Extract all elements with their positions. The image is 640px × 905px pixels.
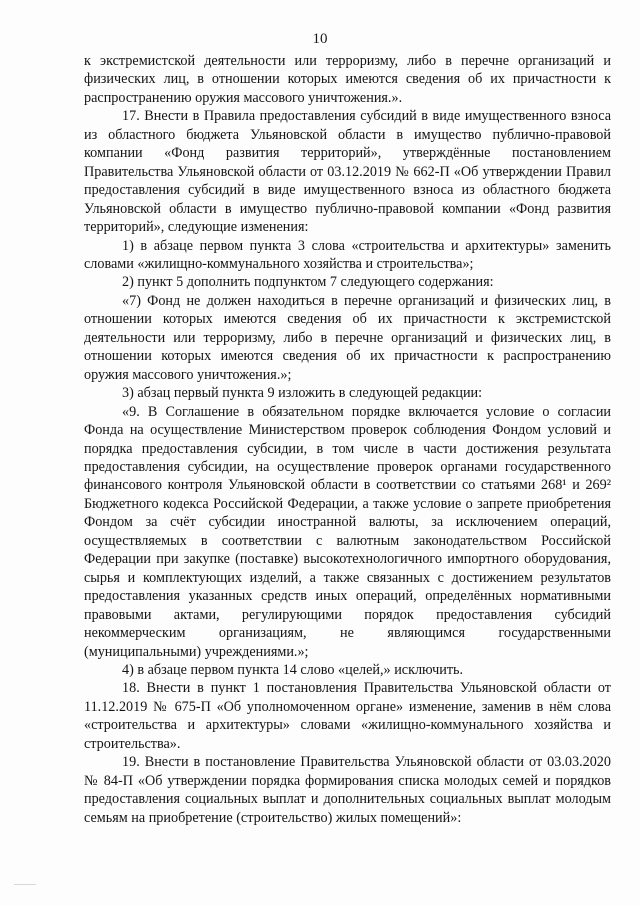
paragraph-item-18: 18. Внести в пункт 1 постановления Правительства Ульяновской области от 11.12.2019 № 675-П «Об уполномоченном органе» изменение, заменив в нём слова «строительства и архитектуры» словами «жилищно-коммунального хозяйства и строительства».: [84, 680, 611, 752]
paragraph-quote-9: «9. В Соглашение в обязательном порядке включается условие о согласии Фонда на осуществление Министерством проверок соблюдения Фондом условий и порядка предоставления субсидии, в том числе в части достижения результата предоставления субсидии, на осуществление проверок органами государственного финансового контроля Ульяновской области в соответствии со статьями 268¹ и 269² Бюджетного кодекса Российской Федерации, а также условие о запрете приобретения Фондом за счёт субсидии иностранной валюты, за исключением операций, осуществляемых в соответствии с валютным законодательством Российской Федерации при закупке (поставке) высокотехнологичного импортного оборудования, сырья и комплектующих изделий, а также связанных с достижением результатов предоставления указанных средств иных операций, определённых нормативными правовыми актами, регулирующими порядок предоставления субсидий некоммерческим организациям, не являющимся государственными (муниципальными) учреждениями.»;: [84, 403, 611, 660]
paragraph-subitem-2: 2) пункт 5 дополнить подпунктом 7 следующего содержания:: [122, 274, 494, 291]
paragraph-subitem-1: 1) в абзаце первом пункта 3 слова «строительства и архитектуры» заменить словами «жилищно-коммунального хозяйства и строительства»;: [84, 237, 611, 272]
scan-margin-mark: [14, 884, 36, 885]
paragraph-item-17: 17. Внести в Правила предоставления субсидий в виде имущественного взноса из областного бюджета Ульяновской области в имущество публично-правовой компании «Фонд развития территорий», утверждённые постановлением Правительства Ульяновской области от 03.12.2019 № 662-П «Об утверждении Правил предоставления субсидий в виде имущественного взноса из областного бюджета Ульяновской области в имущество публично-правовой компании «Фонд развития территорий», следующие изменения:: [84, 108, 611, 236]
paragraph-subitem-3: 3) абзац первый пункта 9 изложить в следующей редакции:: [122, 385, 483, 402]
paragraph-subitem-4: 4) в абзаце первом пункта 14 слово «целей,» исключить.: [122, 661, 464, 678]
paragraph-quote-7: «7) Фонд не должен находиться в перечне организаций и физических лиц, в отношении которых имеются сведения об их причастности к экстремистской деятельности или терроризму, либо в перечне организаций и физических лиц, в отношении которых имеются сведения об их причастности к распространению оружия массового уничтожения.»;: [84, 292, 611, 383]
page-number: 10: [312, 31, 328, 47]
paragraph-continuation: к экстремистской деятельности или терроризму, либо в перечне организаций и физических лиц, в отношении которых имеются сведения об их причастности к распространению оружия массового уничтожения.».: [84, 53, 611, 106]
paragraph-item-19: 19. Внести в постановление Правительства Ульяновской области от 03.03.2020 № 84-П «Об утверждении порядка формирования списка молодых семей и порядков предоставления социальных выплат и дополнительных социальных выплат молодым семьям на приобретение (строительство) жилых помещений»:: [84, 754, 611, 826]
document-body: [84, 52, 611, 827]
